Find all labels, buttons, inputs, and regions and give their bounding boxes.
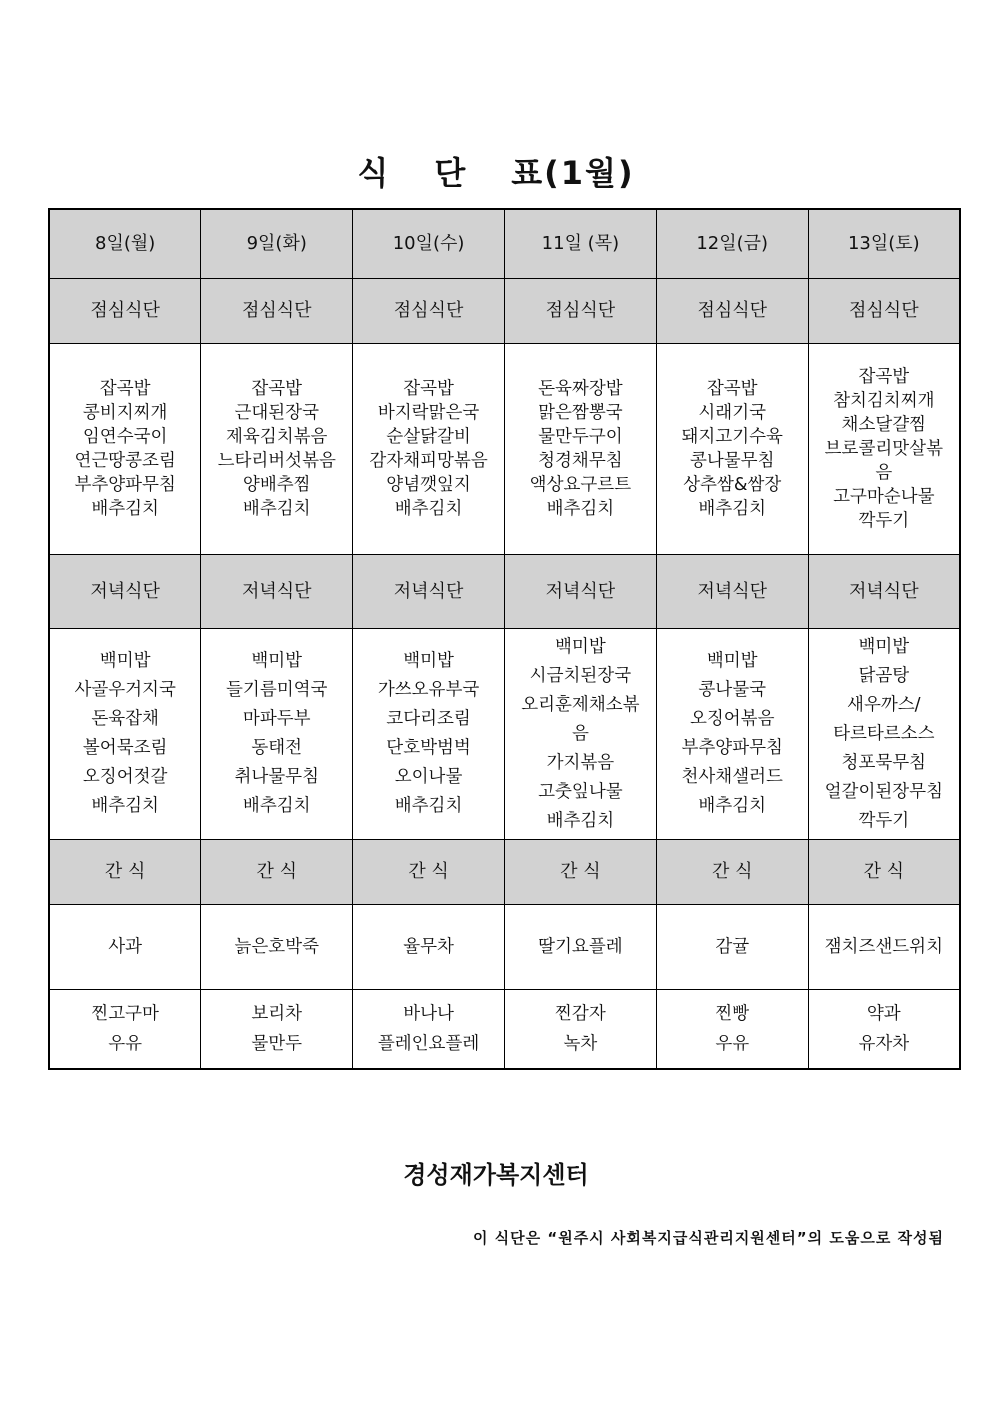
menu-item: 제육김치볶음 [226, 427, 328, 447]
lunch-header-cell: 점심식단 [656, 279, 808, 344]
dinner-header-cell: 저녁식단 [504, 555, 656, 629]
dinner-menu-cell [353, 629, 505, 840]
lunch-header-cell: 점심식단 [201, 279, 353, 344]
lunch-menu-cell [656, 344, 808, 555]
lunch-header-cell: 점심식단 [49, 279, 201, 344]
dinner-header-cell: 저녁식단 [656, 555, 808, 629]
menu-item: 부추양파무침 [681, 738, 783, 758]
lunch-header-row [49, 279, 960, 344]
menu-item: 백미밥 [555, 636, 606, 657]
title-part-1: 식 [357, 154, 391, 192]
menu-item: 배추김치 [698, 796, 767, 816]
menu-item: 타르타르소스 [833, 723, 935, 744]
menu-item: 배추김치 [546, 810, 615, 831]
menu-item: 물만두 [251, 1034, 303, 1054]
menu-item: 고구마순나물 [833, 487, 935, 507]
day-header: 9일(화) [201, 209, 353, 279]
menu-item: 배추김치 [91, 796, 159, 816]
lunch-menu-cell [353, 344, 505, 555]
snack-cell: 감귤 [656, 905, 808, 990]
menu-item: 참치김치찌개 [833, 391, 935, 411]
menu-item: 사골우거지국 [74, 680, 176, 700]
footnote: 이 식단은 “원주시 사회복지급식관리지원센터”의 도움으로 작성됨 [472, 1229, 944, 1247]
snack-header-cell: 간 식 [808, 840, 960, 905]
menu-item: 들기름미역국 [226, 680, 328, 700]
menu-item: 콩나물무침 [689, 451, 775, 471]
dinner-header-cell: 저녁식단 [201, 555, 353, 629]
menu-item: 동태전 [251, 738, 303, 758]
menu-item: 배추김치 [242, 499, 311, 519]
menu-item: 잡곡밥 [99, 379, 151, 399]
snack-cell [504, 990, 656, 1070]
menu-item: 백미밥 [403, 651, 454, 671]
snack-cell: 늙은호박죽 [201, 905, 353, 990]
menu-item: 배추김치 [546, 499, 615, 519]
menu-item: 코다리조림 [386, 709, 471, 729]
menu-item: 백미밥 [251, 651, 303, 671]
dinner-menu-cell [808, 629, 960, 840]
day-header: 8일(월) [49, 209, 201, 279]
menu-item: 콩비지찌개 [82, 403, 168, 423]
menu-item: 배추김치 [698, 499, 767, 519]
menu-item: 오이나물 [394, 767, 463, 787]
menu-item: 양배추찜 [242, 475, 311, 495]
lunch-menu-cell [808, 344, 960, 555]
menu-item: 가쓰오유부국 [377, 680, 480, 700]
menu-item: 브로콜리맛살볶 [824, 439, 943, 459]
lunch-header-cell: 점심식단 [504, 279, 656, 344]
menu-item: 돈육잡채 [91, 709, 159, 729]
dinner-header-row [49, 555, 960, 629]
menu-item: 배추김치 [394, 499, 463, 519]
snack-cell: 잼치즈샌드위치 [808, 905, 960, 990]
date-header-row [49, 209, 960, 279]
menu-item: 오징어젓갈 [82, 767, 168, 787]
lunch-menu-cell [201, 344, 353, 555]
snack-cell: 사과 [49, 905, 201, 990]
snack-row-1 [49, 905, 960, 990]
menu-item: 찐고구마 [91, 1004, 159, 1024]
menu-item: 돈육짜장밥 [538, 379, 623, 399]
menu-item: 백미밥 [706, 651, 758, 671]
menu-item: 보리차 [251, 1004, 303, 1024]
dinner-menu-cell [504, 629, 656, 840]
menu-item: 찐빵 [715, 1004, 750, 1024]
menu-item: 느타리버섯볶음 [217, 451, 336, 471]
lunch-header-cell: 점심식단 [808, 279, 960, 344]
menu-item: 깍두기 [858, 810, 910, 831]
menu-item: 가지볶음 [546, 752, 615, 773]
snack-cell [201, 990, 353, 1070]
menu-item: 채소달걀찜 [841, 415, 927, 435]
snack-header-cell: 간 식 [201, 840, 353, 905]
menu-item: 시래기국 [698, 403, 767, 423]
menu-item: 돼지고기수육 [681, 427, 783, 447]
page-title [0, 148, 992, 194]
menu-item: 잡곡밥 [403, 379, 454, 399]
menu-item: 잡곡밥 [251, 379, 303, 399]
menu-item: 음 [571, 723, 589, 744]
menu-item: 오리훈제채소볶 [521, 694, 640, 715]
menu-item: 유자차 [858, 1034, 910, 1054]
menu-item: 잡곡밥 [706, 379, 758, 399]
lunch-menu-cell [49, 344, 201, 555]
menu-item: 고춧잎나물 [538, 781, 623, 802]
dinner-header-cell: 저녁식단 [49, 555, 201, 629]
menu-item: 청포묵무침 [841, 752, 927, 773]
menu-item: 새우까스/ [847, 694, 921, 715]
snack-header-cell: 간 식 [504, 840, 656, 905]
menu-item: 상추쌈&쌈장 [683, 475, 782, 495]
dinner-menu-cell [656, 629, 808, 840]
menu-item: 찐감자 [555, 1004, 606, 1024]
menu-item: 우유 [108, 1034, 143, 1054]
snack-header-cell: 간 식 [49, 840, 201, 905]
snack-cell: 율무차 [353, 905, 505, 990]
menu-item: 임연수국이 [82, 427, 168, 447]
title-part-2: 단 [434, 154, 468, 192]
dinner-menu-cell [49, 629, 201, 840]
dinner-header-cell: 저녁식단 [353, 555, 505, 629]
lunch-row [49, 344, 960, 555]
menu-item: 청경채무침 [538, 451, 623, 471]
menu-item: 부추양파무침 [74, 475, 176, 495]
snack-header-row [49, 840, 960, 905]
menu-item: 천사채샐러드 [681, 767, 783, 787]
menu-item: 약과 [866, 1004, 901, 1024]
menu-item: 감자채피망볶음 [369, 451, 488, 471]
snack-cell [656, 990, 808, 1070]
menu-item: 잡곡밥 [858, 367, 910, 387]
dinner-menu-cell [201, 629, 353, 840]
day-header: 10일(수) [353, 209, 505, 279]
snack-header-cell: 간 식 [353, 840, 505, 905]
lunch-header-cell: 점심식단 [353, 279, 505, 344]
menu-item: 물만두구이 [538, 427, 623, 447]
menu-item: 양념깻잎지 [386, 475, 471, 495]
menu-item: 플레인요플레 [377, 1034, 480, 1054]
snack-cell [808, 990, 960, 1070]
dinner-header-cell: 저녁식단 [808, 555, 960, 629]
menu-item: 시금치된장국 [529, 665, 632, 686]
menu-item: 깍두기 [858, 511, 910, 531]
menu-item: 연근땅콩조림 [74, 451, 176, 471]
menu-item: 오징어볶음 [689, 709, 775, 729]
day-header: 12일(금) [656, 209, 808, 279]
menu-item: 배추김치 [91, 499, 159, 519]
meal-table [48, 208, 961, 1070]
snack-row-2 [49, 990, 960, 1070]
title-part-3: 표(1월) [511, 154, 635, 192]
menu-item: 바지락맑은국 [377, 403, 480, 423]
center-name: 경성재가복지센터 [403, 1161, 589, 1189]
menu-item: 닭곰탕 [858, 665, 910, 686]
menu-item: 단호박범벅 [386, 738, 471, 758]
dinner-row [49, 629, 960, 840]
menu-item: 마파두부 [242, 709, 311, 729]
menu-item: 볼어묵조림 [82, 738, 168, 758]
menu-item: 취나물무침 [234, 767, 319, 787]
snack-header-cell: 간 식 [656, 840, 808, 905]
menu-item: 백미밥 [858, 636, 910, 657]
menu-item: 맑은짬뽕국 [538, 403, 623, 423]
menu-item: 얼갈이된장무침 [824, 781, 943, 802]
menu-item: 백미밥 [99, 651, 151, 671]
day-header: 11일 (목) [504, 209, 656, 279]
menu-item: 근대된장국 [234, 403, 319, 423]
menu-item: 순살닭갈비 [386, 427, 471, 447]
menu-item: 바나나 [403, 1004, 454, 1024]
snack-cell [49, 990, 201, 1070]
snack-cell: 딸기요플레 [504, 905, 656, 990]
menu-item: 콩나물국 [698, 680, 767, 700]
menu-item: 배추김치 [394, 796, 463, 816]
menu-item: 액상요구르트 [529, 475, 632, 495]
menu-item: 배추김치 [242, 796, 311, 816]
day-header: 13일(토) [808, 209, 960, 279]
lunch-menu-cell [504, 344, 656, 555]
snack-cell [353, 990, 505, 1070]
menu-item: 녹차 [563, 1034, 598, 1054]
menu-item: 우유 [715, 1034, 750, 1054]
menu-item: 음 [875, 463, 893, 483]
